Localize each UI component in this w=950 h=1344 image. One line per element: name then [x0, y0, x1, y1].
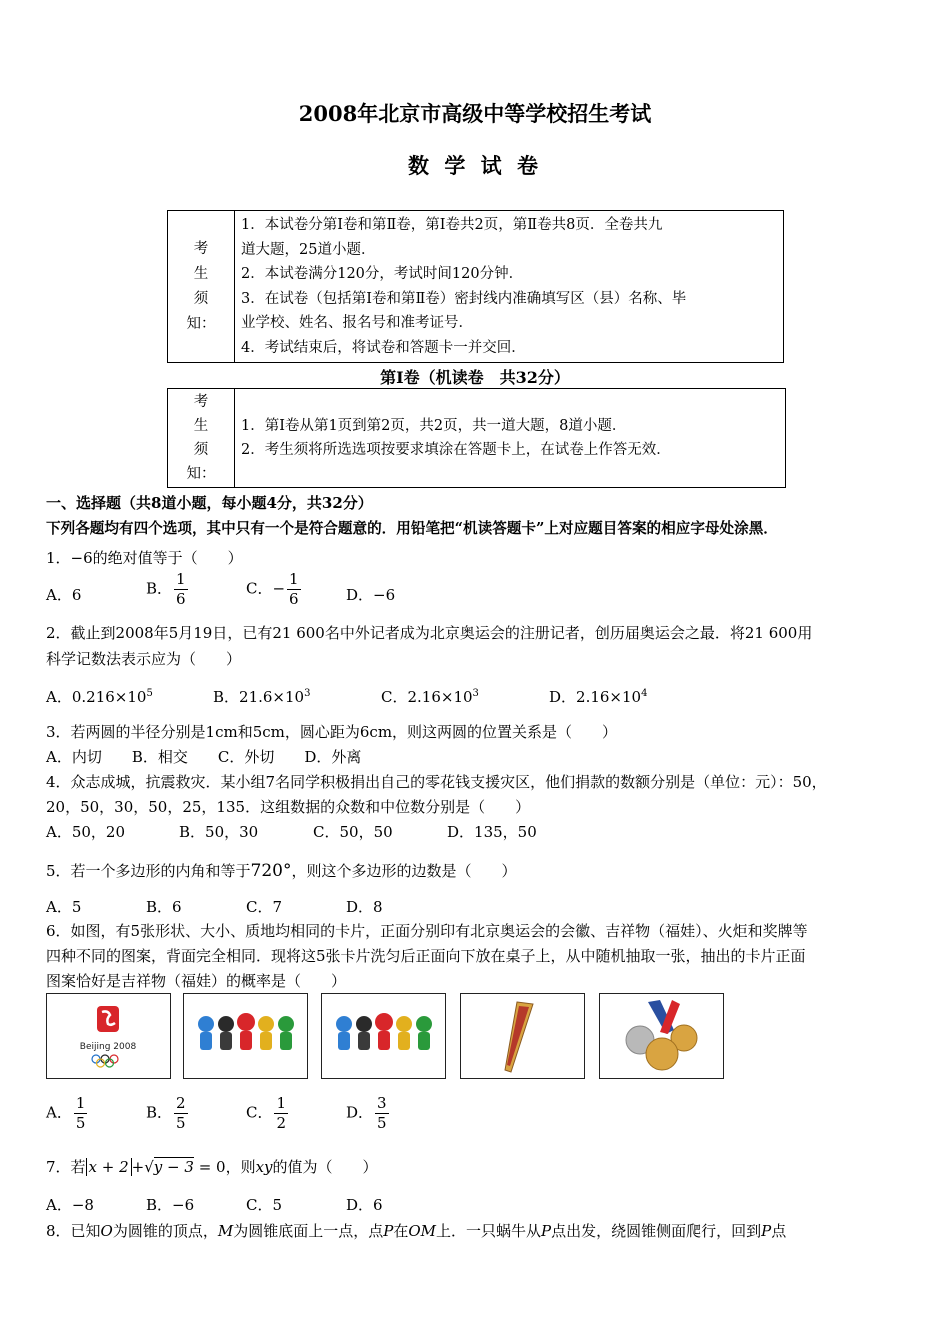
sqrt-icon: √	[144, 1158, 154, 1176]
sqrt-expression: y − 3	[153, 1158, 194, 1176]
q6-option-d: D． $\frac{3}{5}$	[346, 1094, 387, 1132]
q4-option-a: A．50，20	[46, 823, 126, 841]
card-torch	[460, 993, 585, 1079]
q6-option-a: A． $\frac{1}{5}$	[46, 1094, 86, 1132]
q4-stem-line2: 20，50，30，50，25，135．这组数据的众数和中位数分别是（ ）	[46, 798, 531, 816]
q6-option-b: B． $\frac{2}{5}$	[146, 1094, 186, 1132]
notice-label: 考 生 须 知：	[168, 389, 235, 488]
q1-option-c: C．− $\frac{1}{6}$	[246, 570, 299, 608]
q2-option-d: D．$2.16\times 10^4$	[549, 688, 648, 706]
card-medals	[599, 993, 724, 1079]
medals-icon	[600, 994, 723, 1078]
q4-option-b: B．50，30	[179, 823, 259, 841]
q1-option-d: D．−6	[346, 586, 396, 604]
olympic-emblem-icon	[47, 994, 170, 1078]
q1-option-a: A．6	[46, 586, 82, 604]
q5-option-a: A．5	[46, 898, 82, 916]
q7-option-b: B．−6	[146, 1196, 195, 1214]
q6-stem-line3: 图案恰好是吉祥物（福娃）的概率是（ ）	[46, 972, 347, 990]
q8-stem-line1: 8．已知O为圆锥的顶点，M为圆锥底面上一点，点P在OM上．一只蜗牛从P点出发，绕圆锥侧面爬行，回到P点	[46, 1222, 787, 1240]
q1-option-b: B． $\frac{1}{6}$	[146, 570, 186, 608]
q3-stem: 3．若两圆的半径分别是1cm和5cm，圆心距为6cm，则这两圆的位置关系是（ ）	[46, 723, 618, 741]
q6-stem-line2: 四种不同的图案，背面完全相同．现将这5张卡片洗匀后正面向下放在桌子上，从中随机抽取一张，抽出的卡片正面	[46, 947, 806, 965]
q5-option-c: C．7	[246, 898, 283, 916]
notice-label: 考 生 须 知：	[168, 211, 235, 363]
section-heading: 一、选择题（共8道小题，每小题4分，共32分）	[46, 494, 373, 512]
q1-stem: 1．−6的绝对值等于（ ）	[46, 549, 243, 567]
card-mascots-1	[183, 993, 308, 1079]
q2-option-b: B．$21.6\times 10^3$	[213, 688, 311, 706]
q4-option-d: D．135，50	[447, 823, 537, 841]
notice-table-2	[167, 388, 786, 488]
q7-option-d: D．6	[346, 1196, 383, 1214]
q2-stem-line2: 科学记数法表示应为（ ）	[46, 650, 242, 668]
q5-option-d: D．8	[346, 898, 383, 916]
q5-stem: 5．若一个多边形的内角和等于720°，则这个多边形的边数是（ ）	[46, 861, 517, 881]
q6-option-c: C． $\frac{1}{2}$	[246, 1094, 287, 1132]
notice-body: 1．第Ⅰ卷从第1页到第2页，共2页，共一道大题，8道小题． 2．考生须将所选选项按要求填涂在答题卡上，在试卷上作答无效．	[235, 389, 786, 488]
q7-stem: 7．若 x + 2 +√y − 3 = 0，则xy的值为（ ）	[46, 1158, 378, 1176]
q2-option-c: C．$2.16\times 10^3$	[381, 688, 479, 706]
q7-option-c: C．5	[246, 1196, 283, 1214]
section-instruction: 下列各题均有四个选项，其中只有一个是符合题意的．用铅笔把“机读答题卡”上对应题目答案的相应字母处涂黑．	[46, 520, 778, 537]
mascots-icon	[184, 994, 307, 1078]
q6-stem-line1: 6．如图，有5张形状、大小、质地均相同的卡片，正面分别印有北京奥运会的会徽、吉祥物（福娃）、火炬和奖牌等	[46, 922, 808, 940]
q2-stem-line1: 2．截止到2008年5月19日，已有21 600名中外记者成为北京奥运会的注册记者，创历届奥运会之最．将21 600用	[46, 624, 813, 642]
q4-stem-line1: 4．众志成城，抗震救灾．某小组7名同学积极捐出自己的零花钱支援灾区，他们捐款的数额分别是（单位：元）：50，	[46, 773, 827, 791]
notice-table-1	[167, 210, 784, 363]
card-mascots-2	[321, 993, 446, 1079]
q7-option-a: A．−8	[46, 1196, 94, 1214]
q2-option-a: A．$0.216\times 10^5$	[46, 688, 153, 706]
q3-options: A．内切 B．相交 C．外切 D．外离	[46, 748, 362, 766]
mascots-icon	[322, 994, 445, 1078]
part1-title: 第Ⅰ卷（机读卷 共32分）	[380, 368, 570, 387]
notice-body: 1．本试卷分第Ⅰ卷和第Ⅱ卷，第Ⅰ卷共2页，第Ⅱ卷共8页．全卷共九 道大题，25道小题． 2．本试卷满分120分，考试时间120分钟． 3．在试卷（包括第Ⅰ卷和第Ⅱ卷）密封线内准确填写区（县）名称、毕 业学校、姓名、报名号和准考证号． 4．考试结束后，将试卷和答题卡一并交回．	[235, 211, 784, 363]
emblem-caption: Beijing 2008	[79, 1042, 137, 1052]
abs-value-expression: x + 2	[86, 1158, 132, 1176]
paper-subtitle: 数 学 试 卷	[408, 153, 542, 178]
exam-title: 2008年北京市高级中等学校招生考试	[298, 101, 652, 126]
q5-option-b: B．6	[146, 898, 182, 916]
q4-option-c: C．50，50	[313, 823, 393, 841]
torch-icon	[461, 994, 584, 1078]
card-emblem	[46, 993, 171, 1079]
